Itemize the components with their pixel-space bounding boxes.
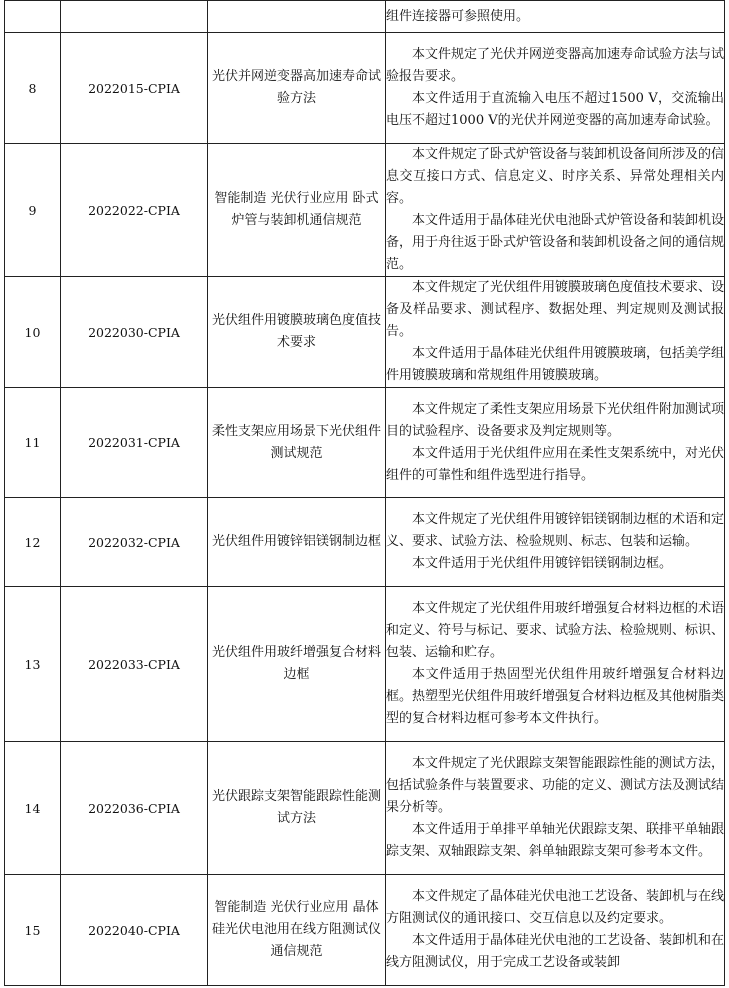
description-paragraph: 本文件适用于单排平单轴光伏跟踪支架、联排平单轴跟踪支架、双轴跟踪支架、斜单轴跟踪支架可参考本文件。 [386,822,725,859]
standard-description [386,1,725,33]
row-number: 10 [5,277,61,388]
description-paragraph: 本文件适用于直流输入电压不超过1500 V，交流输出电压不超过1000 V的光伏并网逆变器的高加速寿命试验。 [386,91,724,128]
description-paragraph: 本文件规定了卧式炉管设备与装卸机设备间所涉及的信息交互接口方式、信息定义、时序关系、异常处理相关内容。 [386,147,725,206]
description-paragraph: 本文件规定了光伏跟踪支架智能跟踪性能的测试方法，包括试验条件与装置要求、功能的定义、测试方法及测试结果分析等。 [386,756,725,815]
description-paragraph: 本文件适用于晶体硅光伏组件用镀膜玻璃，包括美学组件用镀膜玻璃和常规组件用镀膜玻璃。 [386,346,725,383]
standard-code: 2022032-CPIA [61,498,208,587]
description-paragraph: 本文件适用于光伏组件用镀锌铝镁钢制边框。 [412,556,673,571]
description-paragraph: 本文件规定了光伏组件用镀膜玻璃色度值技术要求、设备及样品要求、测试程序、数据处理、判定规则及测试报告。 [386,280,725,339]
description-paragraph: 本文件规定了光伏并网逆变器高加速寿命试验方法与试验报告要求。 [386,47,725,84]
table-row [5,1,725,33]
row-number: 11 [5,388,61,498]
standard-description [386,498,725,587]
description-paragraph: 本文件适用于晶体硅光伏电池卧式炉管设备和装卸机设备，用于舟往返于卧式炉管设备和装卸机设备之间的通信规范。 [386,213,725,272]
description-paragraph: 组件连接器可参照使用。 [386,8,530,24]
row-number: 8 [5,33,61,144]
standard-code: 2022030-CPIA [61,277,208,388]
standard-description [386,277,725,388]
standard-title: 光伏跟踪支架智能跟踪性能测试方法 [208,742,386,875]
standard-code: 2022036-CPIA [61,742,208,875]
standard-title: 光伏组件用镀锌铝镁钢制边框 [208,498,386,587]
standard-code: 2022031-CPIA [61,388,208,498]
table-row [5,742,725,875]
standard-description [386,742,725,875]
row-number: 14 [5,742,61,875]
standard-description [386,875,725,986]
standard-title: 柔性支架应用场景下光伏组件测试规范 [208,388,386,498]
standards-table [4,0,725,986]
table-row [5,144,725,277]
description-paragraph: 本文件适用于光伏组件应用在柔性支架系统中，对光伏组件的可靠性和组件选型进行指导。 [386,445,725,483]
table-row [5,498,725,587]
standard-title: 光伏组件用镀膜玻璃色度值技术要求 [208,277,386,388]
description-paragraph: 本文件规定了晶体硅光伏电池工艺设备、装卸机与在线方阻测试仪的通讯接口、交互信息以及约定要求。 [386,889,725,926]
table-row [5,587,725,742]
description-paragraph: 本文件规定了光伏组件用镀锌铝镁钢制边框的术语和定义、要求、试验方法、检验规则、标志、包装和运输。 [386,512,725,549]
table-row [5,277,725,388]
standard-title: 智能制造 光伏行业应用 卧式炉管与装卸机通信规范 [208,144,386,277]
standard-code [61,1,208,33]
description-paragraph: 本文件规定了柔性支架应用场景下光伏组件附加测试项目的试验程序、设备要求及判定规则等。 [386,401,725,439]
table-row [5,875,725,986]
row-number [5,1,61,33]
row-number: 12 [5,498,61,587]
standard-title: 光伏并网逆变器高加速寿命试验方法 [208,33,386,144]
table-row [5,388,725,498]
standard-code: 2022022-CPIA [61,144,208,277]
description-paragraph: 本文件适用于热固型光伏组件用玻纤增强复合材料边框。热塑型光伏组件用玻纤增强复合材料边框及其他树脂类型的复合材料边框可参考本文件执行。 [386,667,725,726]
standard-description [386,144,725,277]
table-row [5,33,725,144]
standard-description [386,587,725,742]
standard-code: 2022033-CPIA [61,587,208,742]
standard-description [386,388,725,498]
standard-code: 2022015-CPIA [61,33,208,144]
standard-description [386,33,725,144]
description-paragraph: 本文件适用于晶体硅光伏电池的工艺设备、装卸机和在线方阻测试仪，用于完成工艺设备或装卸 [386,933,725,970]
row-number: 9 [5,144,61,277]
row-number: 13 [5,587,61,742]
description-paragraph: 本文件规定了光伏组件用玻纤增强复合材料边框的术语和定义、符号与标记、要求、试验方法、检验规则、标识、包装、运输和贮存。 [386,601,725,660]
row-number: 15 [5,875,61,986]
standard-title: 智能制造 光伏行业应用 晶体硅光伏电池用在线方阻测试仪通信规范 [208,875,386,986]
standard-title: 光伏组件用玻纤增强复合材料边框 [208,587,386,742]
standard-code: 2022040-CPIA [61,875,208,986]
standard-title [208,1,386,33]
